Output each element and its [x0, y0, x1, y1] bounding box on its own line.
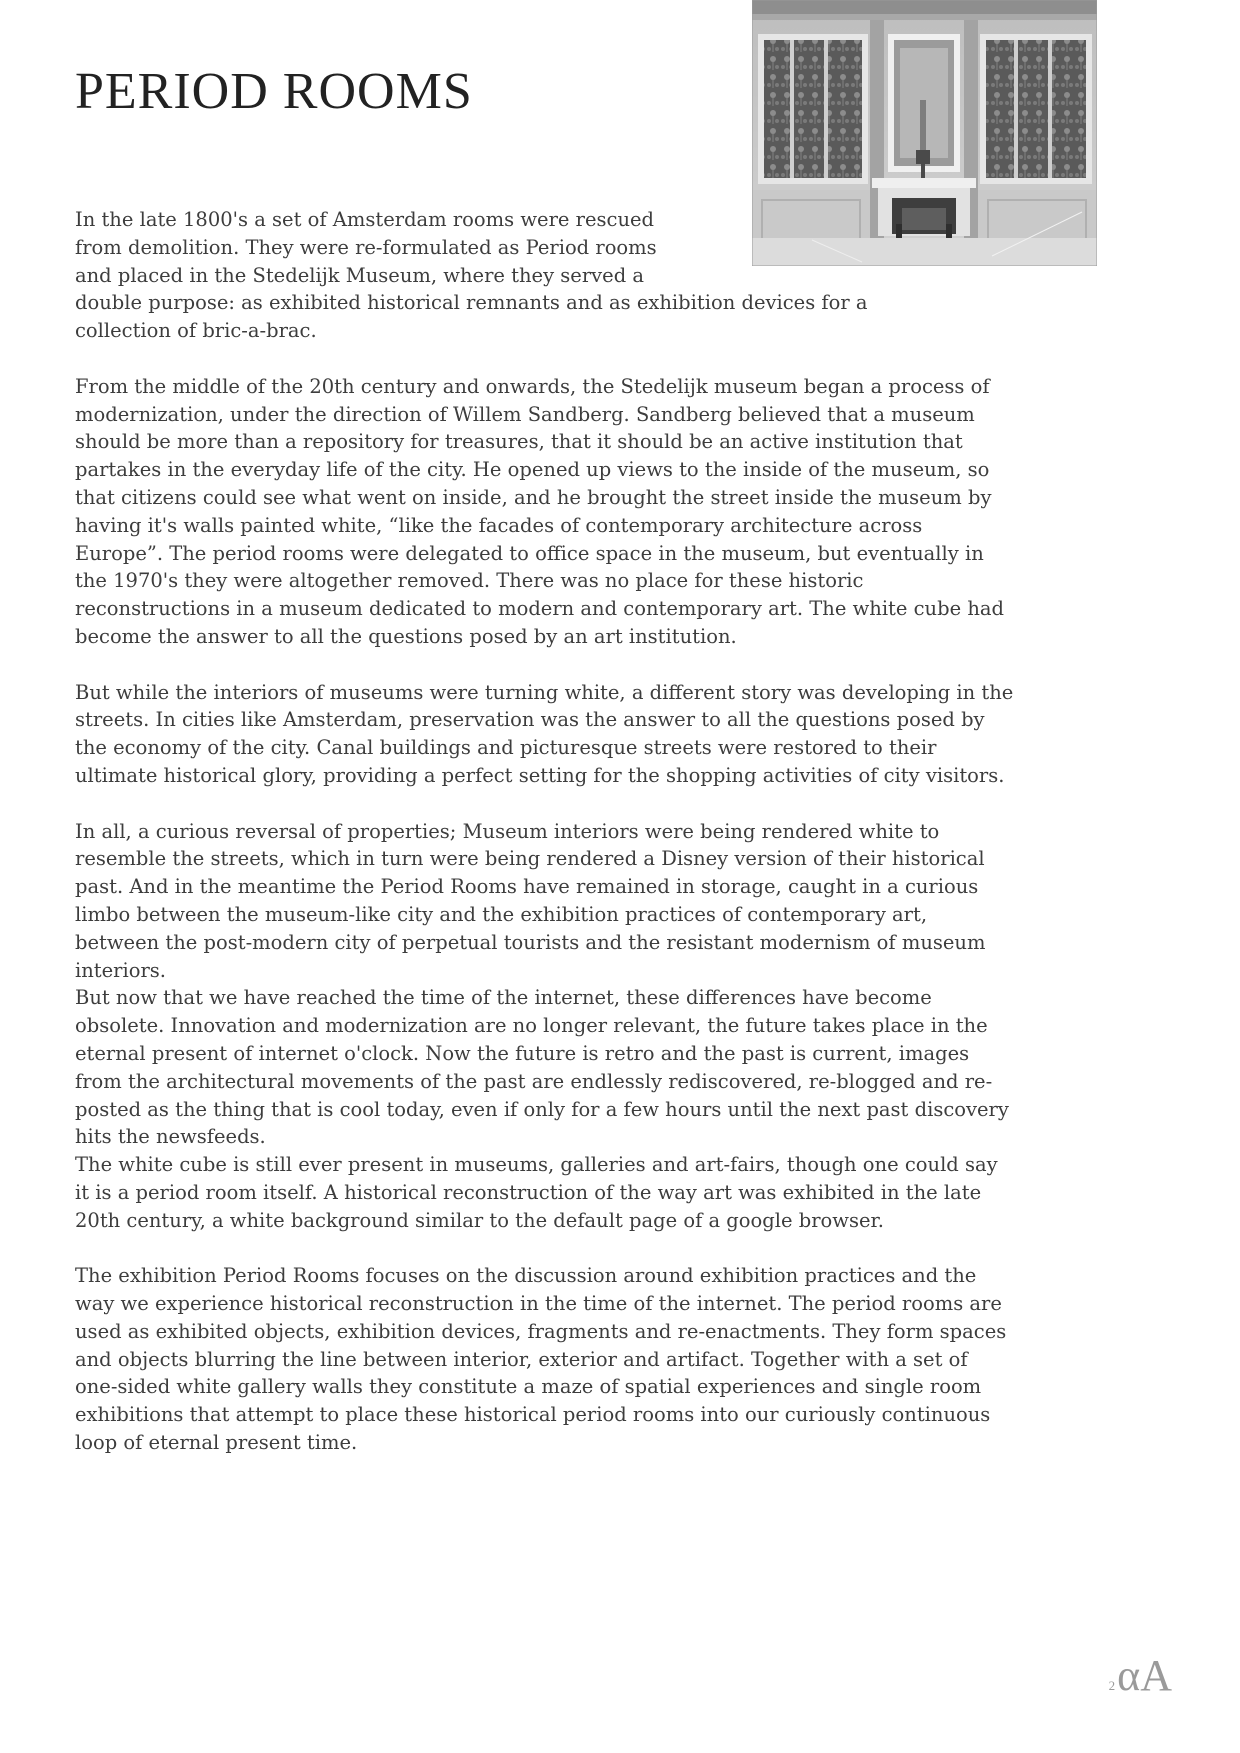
paragraph-2: From the middle of the 20th century and onwards, the Stedelijk museum began a process of modernization, under the direction of Willem Sandberg. Sandberg believed that a museum should be more than a repository for treasures, that it should be an active institution that partakes in the everyday life of the city. He opened up views to the inside of the museum, so that citizens could see what went on inside, and he brought the street inside the museum by having it's walls painted white, “like the facades of contemporary architecture across Europe”. The period rooms were delegated to office space in the museum, but eventually in the 1970's they were altogether removed. There was no place for these historic reconstructions in a museum dedicated to modern and contemporary art. The white cube had become the answer to all the questions posed by an art institution. — [75, 374, 1004, 648]
paragraph-5: But now that we have reached the time of the internet, these differences have become obsolete. Innovation and modernization are no longer relevant, the future takes place in the eternal present of internet o'clock. Now the future is retro and the past is current, images from the architectural movements of the past are endlessly rediscovered, re-blogged and re-posted as the thing that is cool today, even if only for a few hours until the next past discovery hits the newsfeeds. — [75, 986, 1009, 1149]
page-number — [1109, 1650, 1172, 1701]
page-number-value: 2 — [1108, 1678, 1116, 1693]
paragraph-7: The exhibition Period Rooms focuses on the discussion around exhibition practices and the way we experience historical reconstruction in the time of the internet. The period rooms are used as exhibited objects, exhibition devices, fragments and re-enactments. They form spaces and objects blurring the line between interior, exterior and artifact. Together with a set of one-sided white gallery walls they constitute a maze of spatial experiences and single room exhibitions that attempt to place these historical period rooms into our curiously continuous loop of eternal present time. — [75, 1264, 1007, 1455]
page-title: PERIOD ROOMS — [75, 63, 473, 120]
paragraph-6: The white cube is still ever present in museums, galleries and art-fairs, though one could say it is a period room itself. A historical reconstruction of the way art was exhibited in the late 20th century, a white background similar to the default page of a google browser. — [75, 1153, 998, 1232]
paragraph-1 — [75, 206, 868, 345]
paragraph-1-lead: In the late 1800's a set of Amsterdam rooms were rescued from demolition. They were re-formulated as Period rooms and placed in the Stedelijk Museum, where they served a — [75, 208, 657, 287]
paragraph-3: But while the interiors of museums were turning white, a different story was developing in the streets. In cities like Amsterdam, preservation was the answer to all the questions posed by the economy of the city. Canal buildings and picturesque streets were restored to their ultimate historical glory, providing a perfect setting for the shopping activities of city visitors. — [75, 680, 1014, 787]
paragraph-4: In all, a curious reversal of properties; Museum interiors were being rendered white to resemble the streets, which in turn were being rendered a Disney version of their historical past. And in the meantime the Period Rooms have remained in storage, caught in a curious limbo between the museum-like city and the exhibition practices of contemporary art, between the post-modern city of perpetual tourists and the resistant modernism of museum interiors. — [75, 819, 986, 982]
page-mark-logo: αA — [1117, 1651, 1172, 1700]
paragraph-1-rest: double purpose: as exhibited historical remnants and as exhibition devices for a collection of bric-a-brac. — [75, 291, 868, 343]
article-body — [75, 206, 1015, 1457]
